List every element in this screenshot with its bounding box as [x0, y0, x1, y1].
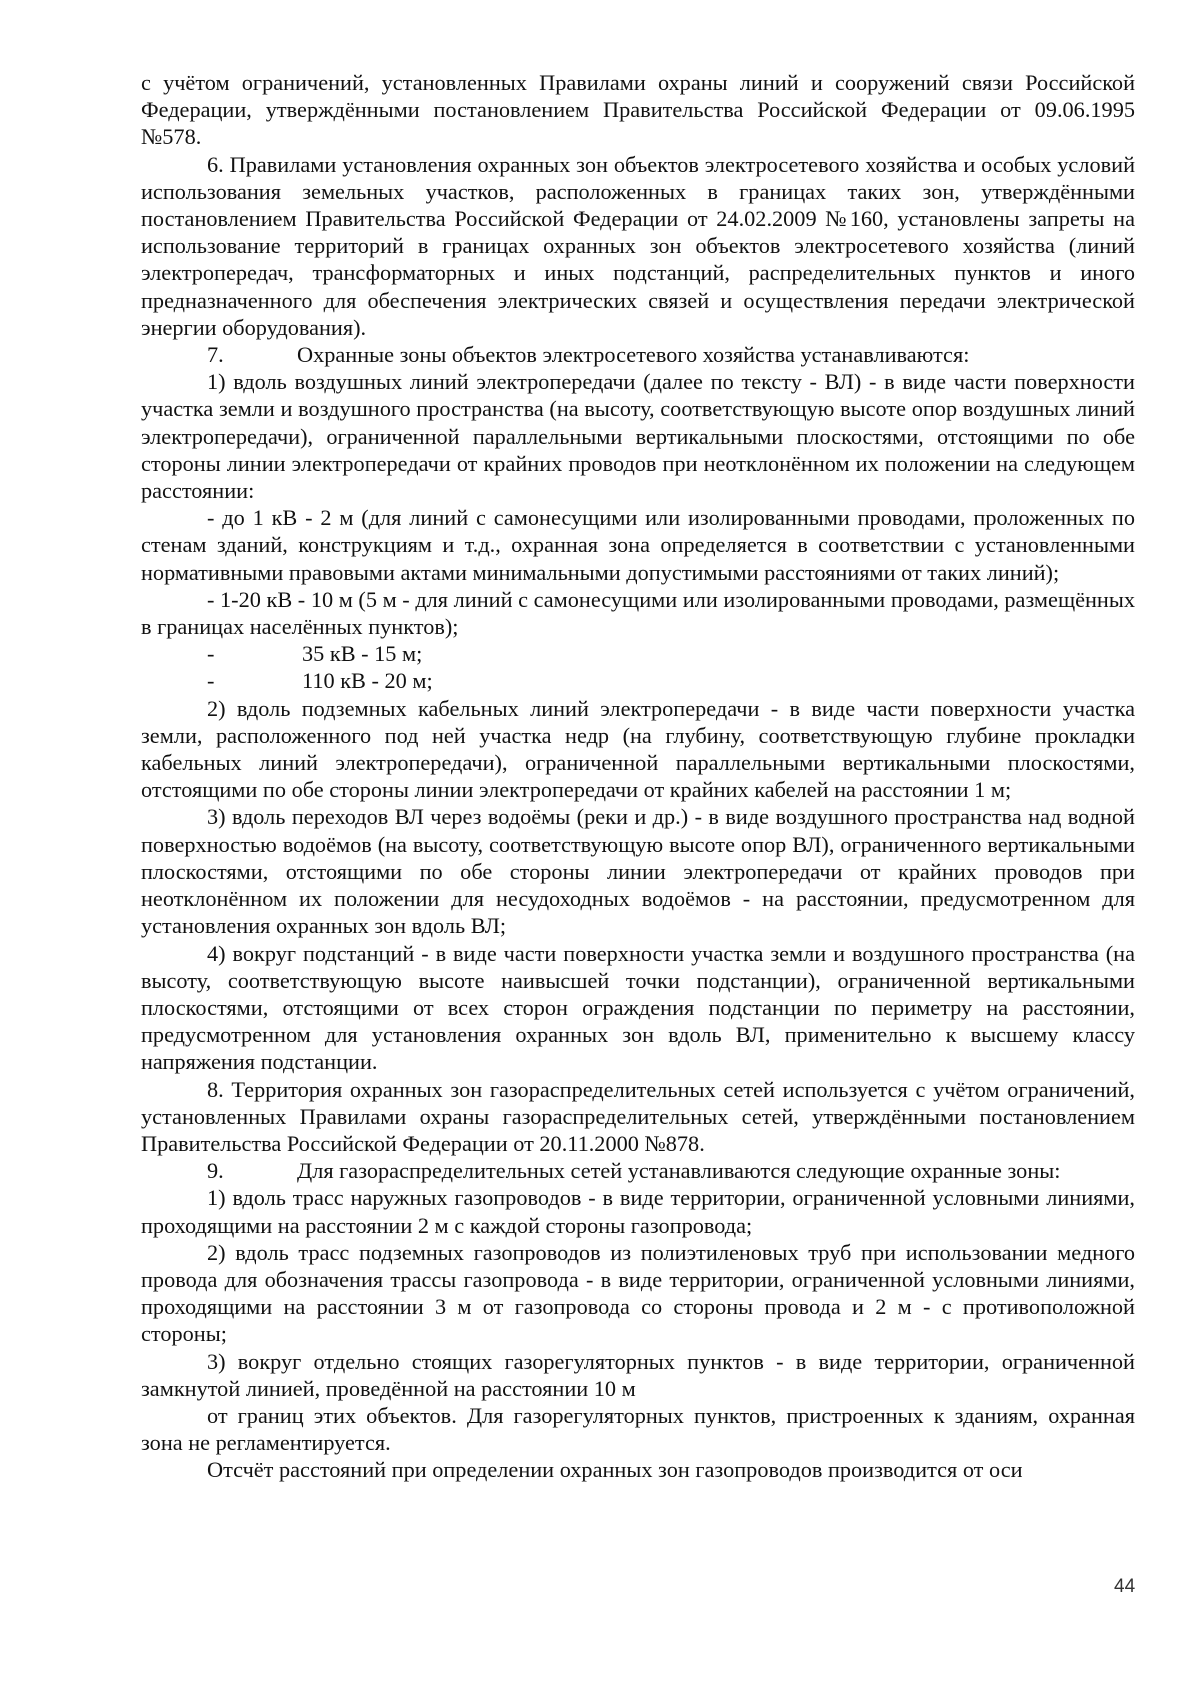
document-body	[141, 69, 1135, 1484]
paragraph-9-3-gas-regulator-points: 3) вокруг отдельно стоящих газорегуляторных пунктов - в виде территории, ограниченной замкнутой линией, проведённой на расстоянии 10 м	[141, 1348, 1135, 1401]
list-text: 35 кВ - 15 м;	[302, 641, 423, 667]
page-number: 44	[1114, 1576, 1136, 1597]
paragraph-6-electric-grid-rules: 6. Правилами установления охранных зон объектов электросетевого хозяйства и особых условий использования земельных участков, расположенных в границах таких зон, утверждёнными постановлением Правительства Российской Федерации от 24.02.2009 №160, установлены запреты на использование территорий в границах охранных зон объектов электросетевого хозяйства (линий электропередач, трансформаторных и иных подстанций, распределительных пунктов и иного предназначенного для обеспечения электрических связей и осуществления передачи электрической энергии оборудования).	[141, 151, 1135, 340]
list-dash: -	[207, 641, 215, 667]
paragraph-7-4-substations: 4) вокруг подстанций - в виде части поверхности участка земли и воздушного пространства (на высоту, соответствующую высоте наивысшей точки подстанции), ограниченной вертикальными плоскостями, отстоящими от всех сторон ограждения подстанции по периметру на расстоянии, предусмотренном для установления охранных зон вдоль ВЛ, применительно к высшему классу напряжения подстанции.	[141, 940, 1135, 1075]
paragraph-9-1-outdoor-pipelines: 1) вдоль трасс наружных газопроводов - в виде территории, ограниченной условными линиями, проходящими на расстоянии 2 м с каждой стороны газопровода;	[141, 1185, 1135, 1238]
paragraph-7-heading	[141, 341, 1135, 368]
paragraph-9-3-continuation: от границ этих объектов. Для газорегуляторных пунктов, пристроенных к зданиям, охранная зона не регламентируется.	[141, 1402, 1135, 1456]
list-dash: -	[207, 668, 215, 694]
item-text: Для газораспределительных сетей устанавливаются следующие охранные зоны:	[297, 1158, 1061, 1184]
paragraph-7-2-underground-cables: 2) вдоль подземных кабельных линий электропередачи - в виде части поверхности участка земли, расположенного под ней участка недр (на глубину, соответствующую глубине прокладки кабельных линий электропередачи), ограниченной параллельными вертикальными плоскостями, отстоящими по обе стороны линии электропередачи от крайних кабелей на расстоянии 1 м;	[141, 695, 1135, 803]
paragraph-distance-measurement: Отсчёт расстояний при определении охранных зон газопроводов производится от оси	[207, 1457, 1023, 1483]
list-item-1-20kv: - 1-20 кВ - 10 м (5 м - для линий с самонесущими или изолированными проводами, размещённых в границах населённых пунктов);	[141, 586, 1135, 640]
paragraph-restrictions-communications: с учётом ограничений, установленных Правилами охраны линий и сооружений связи Российской Федерации, утверждёнными постановлением Правительства Российской Федерации от 09.06.1995 №578.	[141, 70, 1135, 150]
list-item-35kv	[141, 640, 1135, 667]
item-text: Охранные зоны объектов электросетевого хозяйства устанавливаются:	[297, 342, 970, 368]
paragraph-9-2-underground-pipelines: 2) вдоль трасс подземных газопроводов из полиэтиленовых труб при использовании медного провода для обозначения трассы газопровода - в виде территории, ограниченной условными линиями, проходящими на расстоянии 3 м от газопровода со стороны провода и 2 м - с противоположной стороны;	[141, 1239, 1135, 1347]
item-number: 7.	[207, 342, 224, 368]
list-item-up-to-1kv: - до 1 кВ - 2 м (для линий с самонесущими или изолированными проводами, проложенных по стенам зданий, конструкциям и т.д., охранная зона определяется в соответствии с установленными нормативными правовыми актами минимальными допустимыми расстояниями от таких линий);	[141, 505, 1135, 585]
paragraph-9-heading	[141, 1157, 1135, 1184]
item-number: 9.	[207, 1158, 224, 1184]
paragraph-7-3-water-crossings: 3) вдоль переходов ВЛ через водоёмы (реки и др.) - в виде воздушного пространства над водной поверхностью водоёмов (на высоту, соответствующую высоте опор ВЛ), ограниченного вертикальными плоскостями, отстоящими по обе стороны линии электропередачи от крайних проводов при неотклонённом их положении для несудоходных водоёмов - на расстоянии, предусмотренном для установления охранных зон вдоль ВЛ;	[141, 804, 1135, 939]
list-item-110kv	[141, 667, 1135, 694]
list-text: 110 кВ - 20 м;	[302, 668, 433, 694]
paragraph-7-1-overhead-lines: 1) вдоль воздушных линий электропередачи (далее по тексту - ВЛ) - в виде части поверхности участка земли и воздушного пространства (на высоту, соответствующую высоте опор воздушных линий электропередачи), ограниченной параллельными вертикальными плоскостями, отстоящими по обе стороны линии электропередачи от крайних проводов при неотклонённом их положении на следующем расстоянии:	[141, 369, 1135, 504]
paragraph-8-gas-networks: 8. Территория охранных зон газораспределительных сетей используется с учётом ограничений, установленных Правилами охраны газораспределительных сетей, утверждёнными постановлением Правительства Российской Федерации от 20.11.2000 №878.	[141, 1076, 1135, 1156]
